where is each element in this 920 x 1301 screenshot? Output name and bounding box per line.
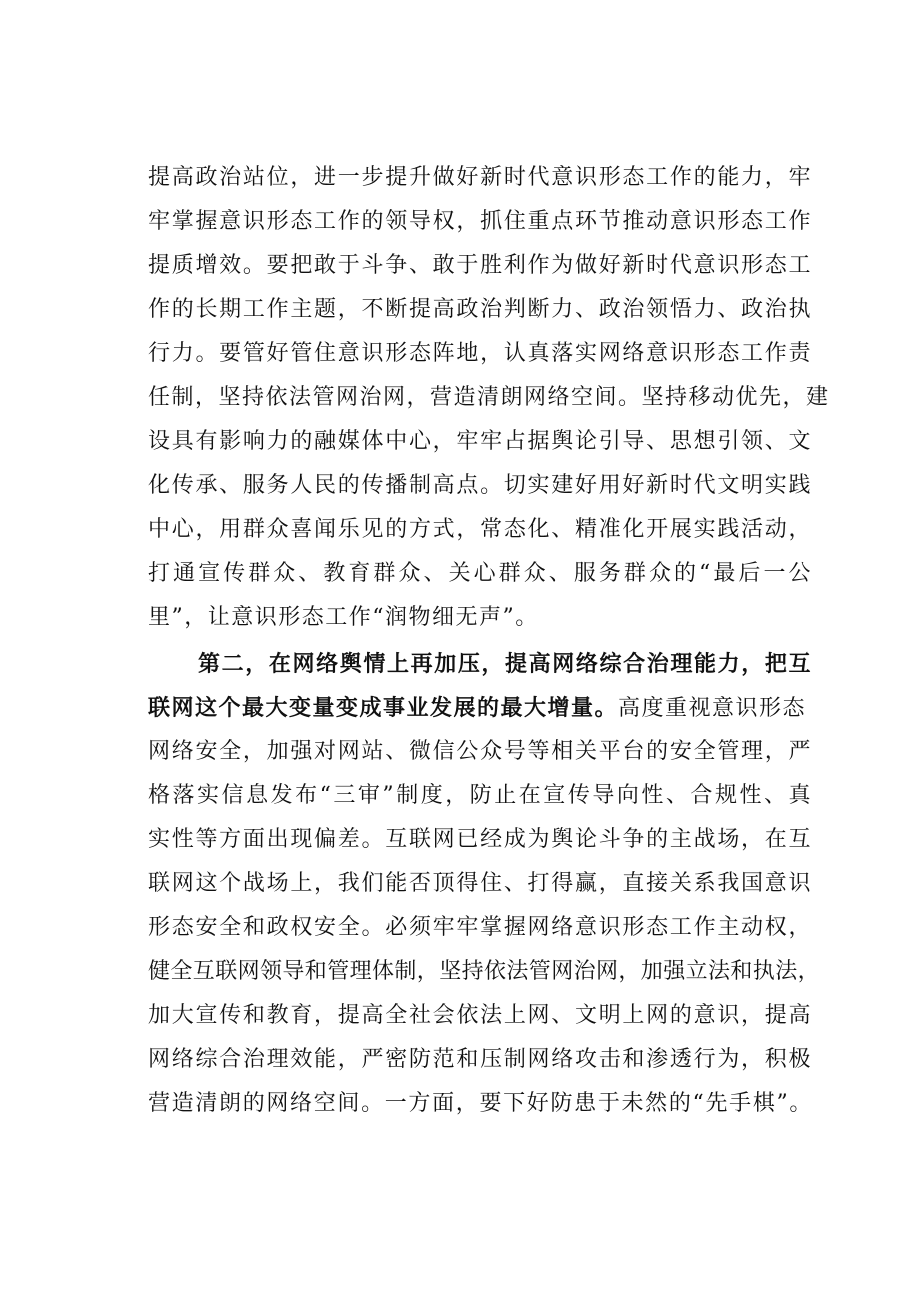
paragraph-2-line-3: 网络安全，加强对网站、微信公众号等相关平台的安全管理，严 xyxy=(148,739,812,764)
paragraph-1-line-4: 作的长期工作主题，不断提高政治判断力、政治领悟力、政治执 xyxy=(148,297,812,322)
paragraph-2-heading-line-2: 联网这个最大变量变成事业发展的最大增量。 xyxy=(148,695,619,721)
paragraph-2-line-9: 加大宣传和教育，提高全社会依法上网、文明上网的意识，提高 xyxy=(148,1003,812,1028)
paragraph-1-line-8: 化传承、服务人民的传播制高点。切实建好用好新时代文明实践 xyxy=(148,473,812,498)
paragraph-1-line-2: 牢掌握意识形态工作的领导权，抓住重点环节推动意识形态工作 xyxy=(148,209,812,234)
paragraph-2-heading-line-1: 第二，在网络舆情上再加压，提高网络综合治理能力，把互 xyxy=(198,651,812,677)
paragraph-2-line-4: 格落实信息发布“三审”制度，防止在宣传导向性、合规性、真 xyxy=(148,783,812,808)
paragraph-1-line-3: 提质增效。要把敢于斗争、敢于胜利作为做好新时代意识形态工 xyxy=(148,253,812,278)
paragraph-2-line-6: 联网这个战场上，我们能否顶得住、打得赢，直接关系我国意识 xyxy=(148,871,812,896)
paragraph-2-line-7: 形态安全和政权安全。必须牢牢掌握网络意识形态工作主动权， xyxy=(148,915,812,940)
paragraph-1-line-6: 任制，坚持依法管网治网，营造清朗网络空间。坚持移动优先，建 xyxy=(148,385,830,410)
paragraph-1-line-1: 提高政治站位，进一步提升做好新时代意识形态工作的能力，牢 xyxy=(148,165,812,190)
paragraph-1-line-10: 打通宣传群众、教育群众、关心群众、服务群众的“最后一公 xyxy=(148,561,812,586)
paragraph-1-line-7: 设具有影响力的融媒体中心，牢牢占据舆论引导、思想引领、文 xyxy=(148,429,812,454)
paragraph-1-line-11: 里”，让意识形态工作“润物细无声”。 xyxy=(148,605,539,630)
paragraph-2-line-8: 健全互联网领导和管理体制，坚持依法管网治网，加强立法和执法， xyxy=(148,959,821,984)
paragraph-2-line-10: 网络综合治理效能，严密防范和压制网络攻击和渗透行为，积极 xyxy=(148,1047,812,1072)
paragraph-2-line-2-rest: 高度重视意识形态 xyxy=(618,696,807,721)
paragraph-2-line-11: 营造清朗的网络空间。一方面，要下好防患于未然的“先手棋”。 xyxy=(148,1091,812,1116)
paragraph-1-line-5: 行力。要管好管住意识形态阵地，认真落实网络意识形态工作责 xyxy=(148,341,812,366)
paragraph-1-line-9: 中心，用群众喜闻乐见的方式，常态化、精准化开展实践活动， xyxy=(148,517,812,542)
paragraph-2-line-5: 实性等方面出现偏差。互联网已经成为舆论斗争的主战场，在互 xyxy=(148,827,812,852)
paragraph-2-line-2 xyxy=(148,686,812,730)
